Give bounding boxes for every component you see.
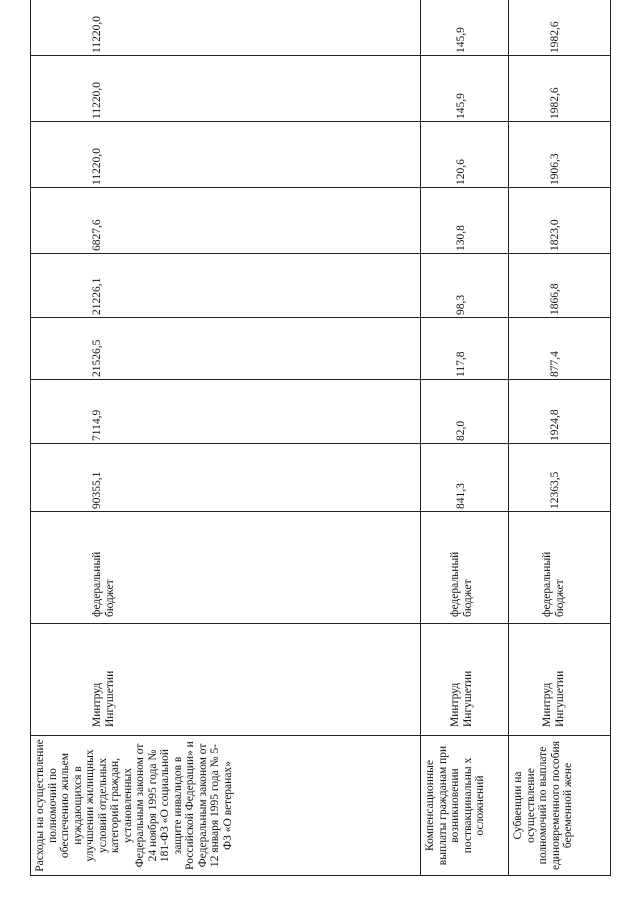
value-cell: 7114,9	[31, 380, 421, 444]
value-cell: 6827,6	[31, 188, 421, 254]
value-cell: 12363,5	[509, 444, 611, 512]
rotated-table-page	[30, 16, 610, 876]
row-description: Расходы на осуществление полномочий по обеспечению жильем нуждающихся в улучшении жилищных условий отдельных категорий граждан, установленных Федеральным законом от 24 ноября 1995 года № 181-ФЗ «О социальной защите инвалидов в Российской Федерации» и Федеральным законом от 12 января 1995 года № 5-ФЗ «О ветеранах»	[31, 736, 421, 876]
value-cell: 120,6	[421, 122, 509, 188]
table-row	[421, 0, 509, 876]
value-cell: 877,4	[509, 318, 611, 380]
table-row	[509, 0, 611, 876]
value-cell: 145,9	[421, 0, 509, 56]
value-cell: 117,8	[421, 318, 509, 380]
value-cell: 11220,0	[31, 56, 421, 122]
value-cell: 21226,1	[31, 254, 421, 318]
table-row	[31, 0, 421, 876]
value-cell: 130,8	[421, 188, 509, 254]
executor-cell: Минтруд Ингушетии	[421, 624, 509, 736]
value-cell: 1982,6	[509, 56, 611, 122]
value-cell: 1924,8	[509, 380, 611, 444]
value-cell: 21526,5	[31, 318, 421, 380]
executor-cell: Минтруд Ингушетии	[31, 624, 421, 736]
value-cell: 145,9	[421, 56, 509, 122]
row-description: Субвенции на осуществление полномочий по выплате единовременного пособия беременной жене	[509, 736, 611, 876]
value-cell: 82,0	[421, 380, 509, 444]
value-cell: 11220,0	[31, 122, 421, 188]
budget-source-cell: федеральный бюджет	[31, 512, 421, 624]
value-cell: 11220,0	[31, 0, 421, 56]
value-cell: 1823,0	[509, 188, 611, 254]
value-cell: 841,3	[421, 444, 509, 512]
budget-source-cell: федеральный бюджет	[509, 512, 611, 624]
budget-table	[30, 0, 611, 876]
value-cell: 98,3	[421, 254, 509, 318]
row-description: Компенсационные выплаты гражданам при возникновении поствакцинальны х осложнений	[421, 736, 509, 876]
executor-cell: Минтруд Ингушетии	[509, 624, 611, 736]
value-cell: 90355,1	[31, 444, 421, 512]
value-cell: 1866,8	[509, 254, 611, 318]
value-cell: 1982,6	[509, 0, 611, 56]
budget-source-cell: федеральный бюджет	[421, 512, 509, 624]
value-cell: 1906,3	[509, 122, 611, 188]
